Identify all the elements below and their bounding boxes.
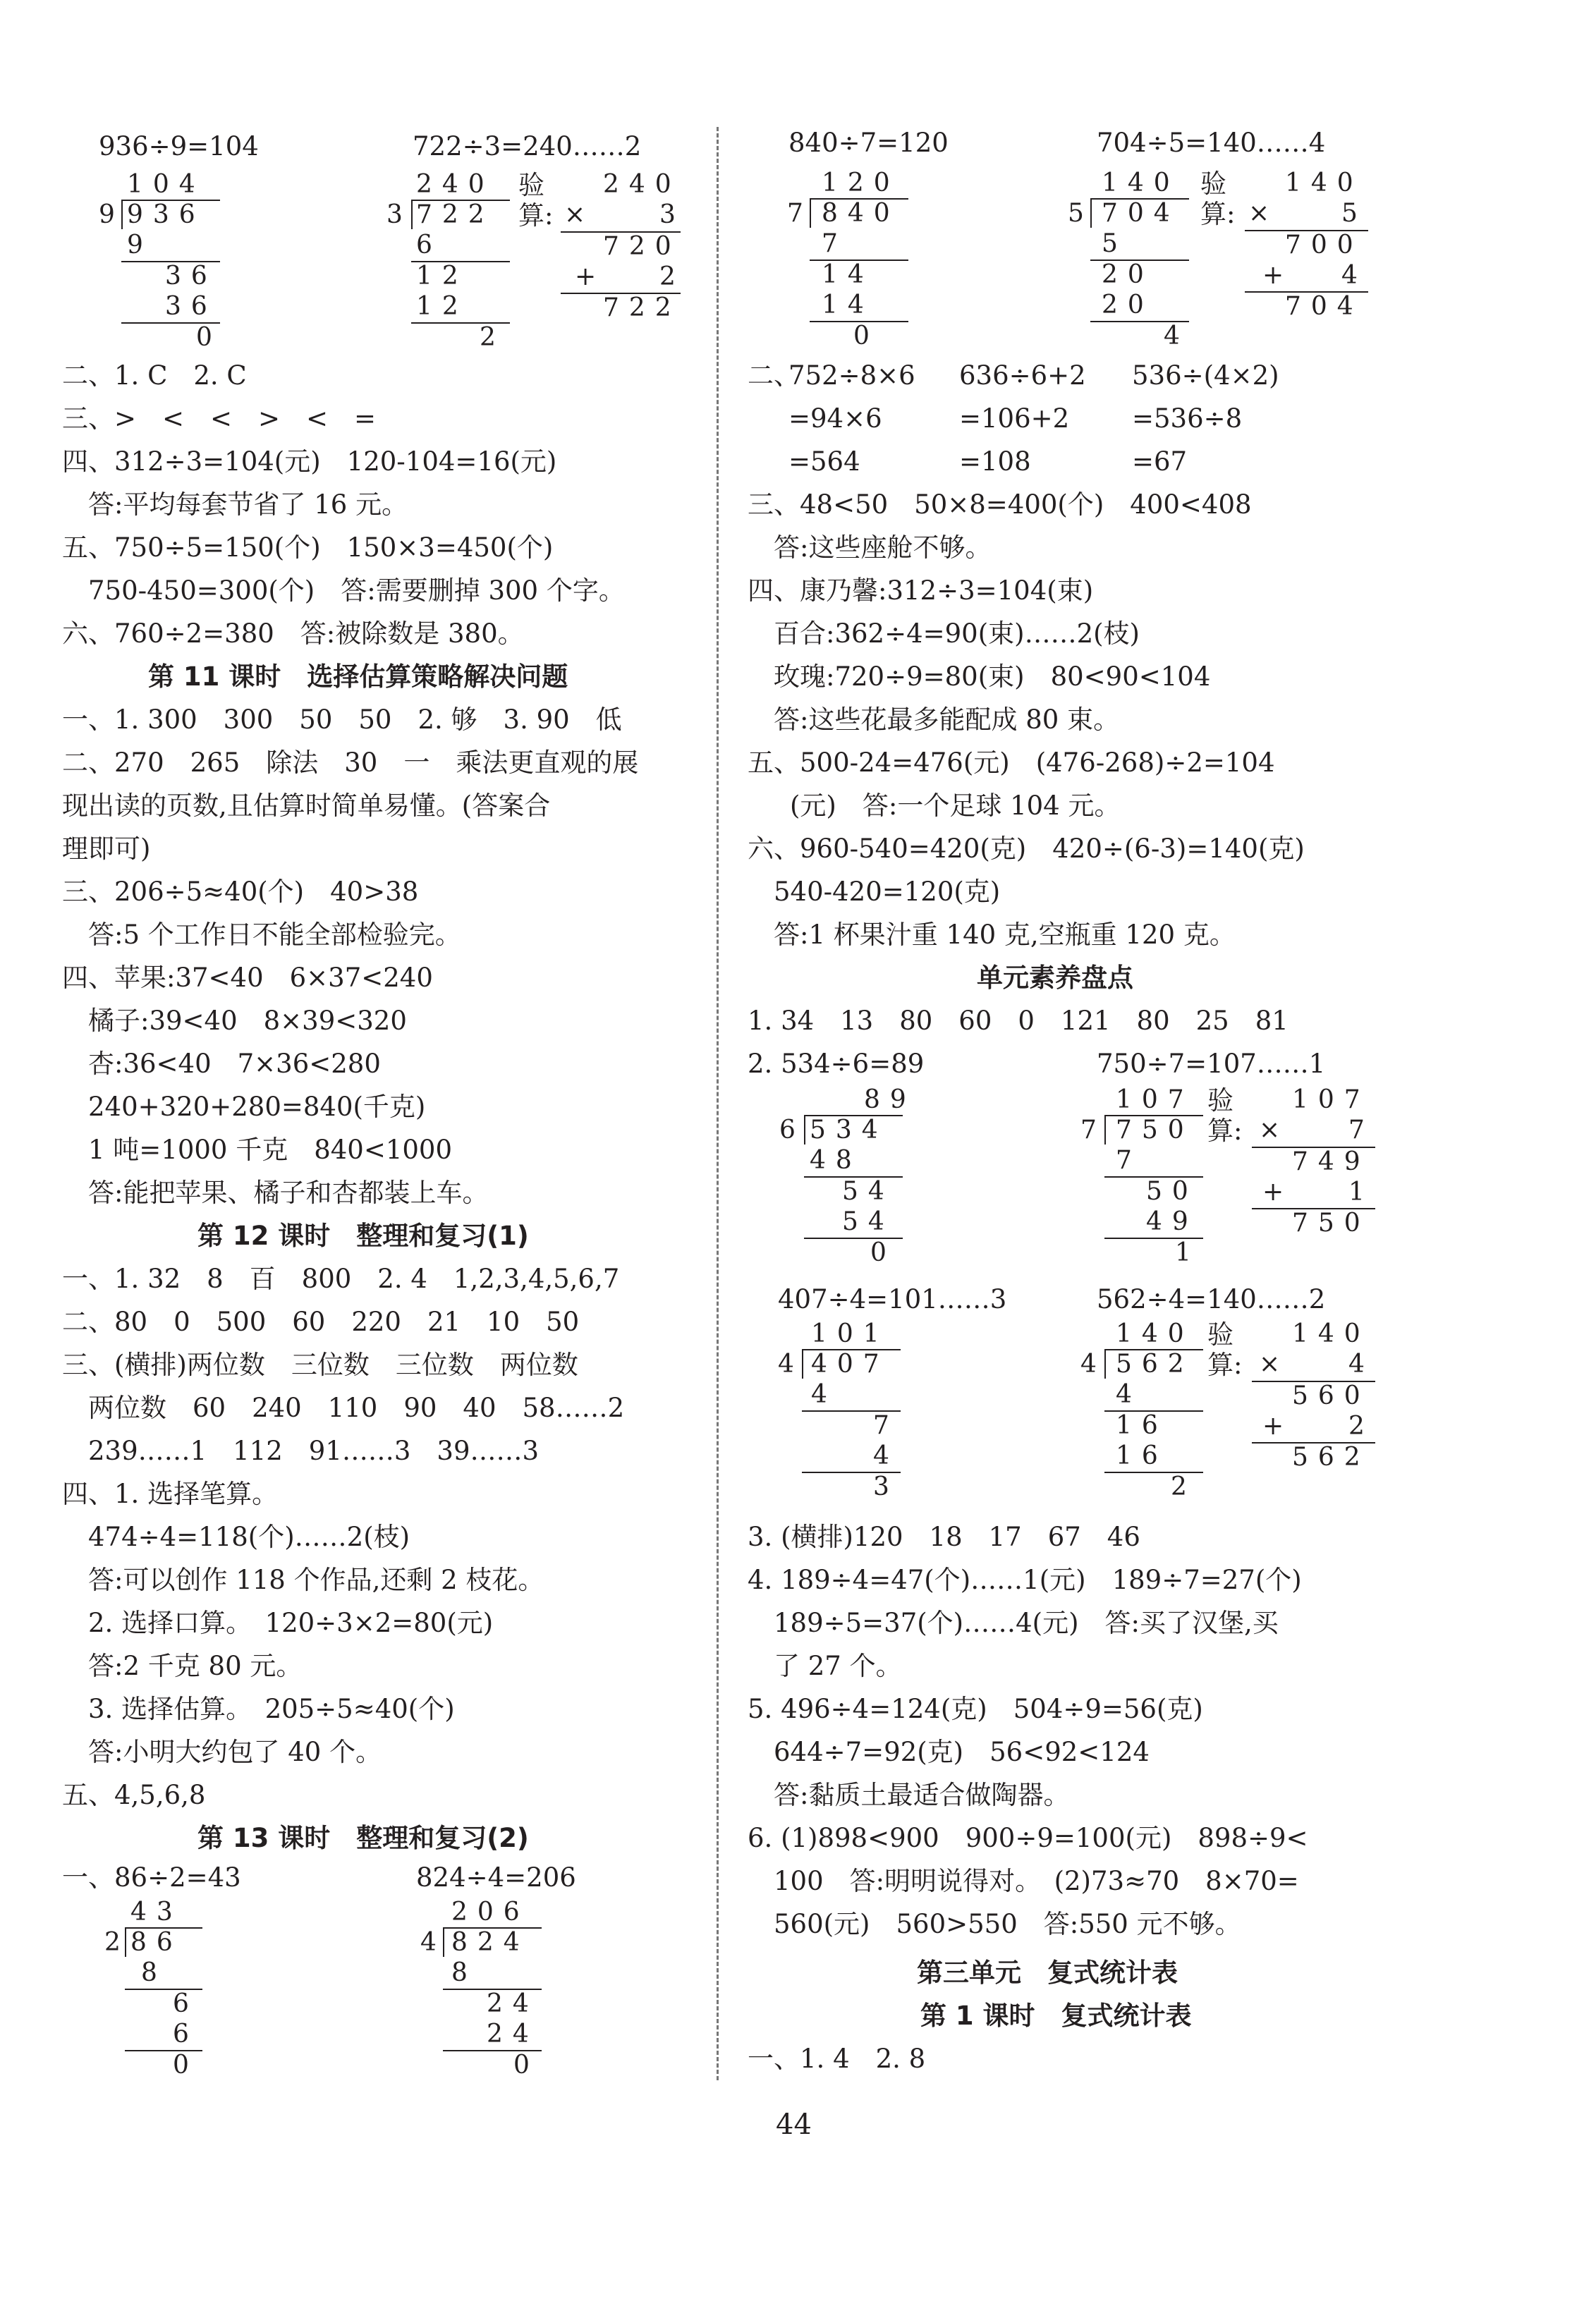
answer-line: 百合:362÷4=90(束)……2(枝) [748, 618, 1140, 649]
answer-line: 5. 496÷4=124(克) 504÷9=56(克) [748, 1694, 1203, 1724]
answer-line: 四、312÷3=104(元) 120-104=16(元) [62, 446, 557, 477]
answer-line: 一、1. 32 8 百 800 2. 4 1,2,3,4,5,6,7 [62, 1264, 620, 1294]
answer-line: 两位数 60 240 110 90 40 58……2 [62, 1393, 625, 1423]
answer-page: 936÷9=104 722÷3=240……2 104 9 936 9 36 36 0 240 3 722 6 12 12 2 验 算: 240 × 3 720 + 2 722 二、1. C 2. C 三、> < < > < = 四、312÷3=104(元) 120-104=16(元) 答:平均每套节省了 16 元。 五、750÷5=150(个) 150×3=450(个) 750-450=300(个) 答:需要删掉 300 个字。 六、760÷2=380 答:被除数是 380。 第 11 课时 选择估算策略解决问题 一、1. 300 300 50 50 2. 够 3. 90 低 二、270 265 除法 30 一 乘法更直观的展 现出读的页数,且估算时简单易懂。(答案合 理即可) 三、206÷5≈40(个) 40>38 答:5 个工作日不能全部检验完。 四、苹果:37<40 6×37<240 橘子:39<40 8×39<320 杏:36<40 7×36<280 240+320+280=840(千克) 1 吨=1000 千克 840<1000 答:能把苹果、橘子和杏都装上车。 第 12 课时 整理和复习(1) 一、1. 32 8 百 800 2. 4 1,2,3,4,5,6,7 二、80 0 500 60 220 21 10 50 三、(横排)两位数 三位数 三位数 两位数 两位数 60 240 110 90 40 58……2 239……1 112 91……3 39……3 四、1. 选择笔算。 474÷4=118(个)……2(枝) 答:可以创作 118 个作品,还剩 2 枝花。 2. 选择口算。 120÷3×2=80(元) 答:2 千克 80 元。 3. 选择估算。 205÷5≈40(个) 答:小明大约包了 40 个。 五、4,5,6,8 第 13 课时 整理和复习(2) 一、86÷2=43 824÷4=206 43 2 86 8 6 6 0 206 4 824 8 24 24 0 840÷7=120 704÷5=140……4 120 7 840 7 14 14 0 140 5 704 5 20 20 4 验 算: 140 × 5 700 + 4 704 二、 752÷8×6 =94×6 =564 636÷6+2 =106+2 =108 536÷(4×2) =536÷8 =67 三、48<50 50×8=400(个) 400<408 答:这些座舱不够。 四、康乃馨:312÷3=104(束) 百合:362÷4=90(束)……2(枝) 玫瑰:720÷9=80(束) 80<90<104 答:这些花最多能配成 80 束。 五、500-24=476(元) (476-268)÷2=104 (元) 答:一个足球 104 元。 六、960-540=420(克) 420÷(6-3)=140(克) 540-420=120(克) 答:1 杯果汁重 140 克,空瓶重 120 克。 单元素养盘点 1. 34 13 80 60 0 121 80 25 81 2. 534÷6=89 750÷7=107……1 89 6 534 48 54 54 0 107 7 750 7 50 49 1 验 算: 107 × 7 749 + 1 750 407÷4=101……3 562÷4=140……2 101 4 407 4 7 4 3 140 4 562 4 16 16 2 验 算: 140 × 4 560 + 2 562 3. (横排)120 18 17 67 46 4. 189÷4=47(个)……1(元) 189÷7=27(个) 189÷5=37(个)……4(元) 答:买了汉堡,买 了 27 个。 5. 496÷4=124(克) 504÷9=56(克) 644÷7=92(克) 56<92<124 答:黏质土最适合做陶器。 6. (1)898<900 900÷9=100(元) 898÷9< 100 答:明明说得对。 (2)73≈70 8×70= 560(元) 560>550 答:550 元不够。 第三单元 复式统计表 第 1 课时 复式统计表 一、1. 4 2. 8 44 [0, 0, 1596, 2301]
section-heading: 第 11 课时 选择估算策略解决问题 [148, 661, 568, 692]
answer-line: 答:能把苹果、橘子和杏都装上车。 [62, 1178, 489, 1208]
section-heading: 第 1 课时 复式统计表 [920, 2001, 1192, 2031]
column-divider [717, 127, 719, 2080]
answer-line: 杏:36<40 7×36<280 [62, 1049, 381, 1079]
answer-line-label: 二、 [748, 360, 800, 391]
answer-line: 答:这些座舱不够。 [748, 532, 992, 563]
answer-line: 474÷4=118(个)……2(枝) [62, 1522, 410, 1552]
equation: 840÷7=120 [788, 128, 949, 158]
answer-line: 100 答:明明说得对。 (2)73≈70 8×70= [748, 1866, 1299, 1896]
answer-line: 四、苹果:37<40 6×37<240 [62, 963, 433, 993]
calc-step: =94×6 [788, 403, 882, 434]
section-heading: 单元素养盘点 [977, 963, 1133, 993]
section-heading: 第 13 课时 整理和复习(2) [197, 1823, 529, 1853]
calc-step: =67 [1132, 446, 1188, 477]
answer-line: 239……1 112 91……3 39……3 [62, 1436, 540, 1466]
answer-line: 现出读的页数,且估算时简单易懂。(答案合 [62, 791, 551, 821]
answer-line: 560(元) 560>550 答:550 元不够。 [748, 1909, 1241, 1939]
answer-line: 了 27 个。 [748, 1651, 902, 1681]
answer-line: 三、(横排)两位数 三位数 三位数 两位数 [62, 1350, 578, 1380]
answer-line: 750-450=300(个) 答:需要删掉 300 个字。 [62, 575, 625, 606]
answer-line: (元) 答:一个足球 104 元。 [790, 791, 1121, 821]
answer-line: 六、760÷2=380 答:被除数是 380。 [62, 618, 524, 649]
answer-line: 540-420=120(克) [748, 877, 1001, 907]
unit-heading: 第三单元 复式统计表 [917, 1958, 1178, 1988]
answer-line: 4. 189÷4=47(个)……1(元) 189÷7=27(个) [748, 1565, 1302, 1595]
answer-line: 三、206÷5≈40(个) 40>38 [62, 877, 419, 907]
calc-step: =108 [959, 446, 1031, 477]
calc-step: =106+2 [959, 403, 1070, 434]
equation: 2. 534÷6=89 [748, 1049, 925, 1079]
answer-line: 三、> < < > < = [62, 403, 377, 434]
answer-line: 玫瑰:720÷9=80(束) 80<90<104 [748, 661, 1211, 692]
answer-line: 答:平均每套节省了 16 元。 [62, 489, 408, 520]
answer-line: 189÷5=37(个)……4(元) 答:买了汉堡,买 [748, 1608, 1279, 1638]
answer-line: 二、270 265 除法 30 一 乘法更直观的展 [62, 747, 639, 778]
equation: 750÷7=107……1 [1097, 1049, 1326, 1079]
answer-line: 三、48<50 50×8=400(个) 400<408 [748, 489, 1252, 520]
equation: 824÷4=206 [416, 1862, 576, 1893]
equation: 407÷4=101……3 [778, 1284, 1007, 1314]
answer-line: 二、80 0 500 60 220 21 10 50 [62, 1307, 580, 1337]
equation: 936÷9=104 [99, 131, 259, 161]
equation: 722÷3=240……2 [413, 131, 642, 161]
answer-line: 一、1. 4 2. 8 [748, 2044, 926, 2074]
calc-step: 752÷8×6 [788, 360, 915, 391]
calc-step: =564 [788, 446, 860, 477]
answer-line: 2. 选择口算。 120÷3×2=80(元) [62, 1608, 494, 1638]
answer-line: 答:可以创作 118 个作品,还剩 2 枝花。 [62, 1565, 544, 1595]
answer-line: 答:这些花最多能配成 80 束。 [748, 704, 1120, 735]
answer-line: 橘子:39<40 8×39<320 [62, 1006, 407, 1036]
calc-step: =536÷8 [1132, 403, 1243, 434]
answer-line: 644÷7=92(克) 56<92<124 [748, 1737, 1150, 1767]
section-heading: 第 12 课时 整理和复习(1) [197, 1221, 529, 1251]
answer-line: 答:黏质土最适合做陶器。 [748, 1780, 1070, 1810]
answer-line: 1 吨=1000 千克 840<1000 [62, 1135, 453, 1165]
answer-line: 1. 34 13 80 60 0 121 80 25 81 [748, 1006, 1289, 1036]
page-number: 44 [776, 2108, 812, 2141]
answer-line: 一、1. 300 300 50 50 2. 够 3. 90 低 [62, 704, 622, 735]
answer-line: 理即可) [62, 834, 151, 864]
equation: 一、86÷2=43 [62, 1862, 241, 1893]
equation: 562÷4=140……2 [1097, 1284, 1326, 1314]
answer-line: 3. (横排)120 18 17 67 46 [748, 1522, 1140, 1552]
answer-line: 五、4,5,6,8 [62, 1780, 206, 1810]
calc-step: 636÷6+2 [959, 360, 1086, 391]
answer-line: 答:1 杯果汁重 140 克,空瓶重 120 克。 [748, 920, 1236, 950]
answer-line: 四、康乃馨:312÷3=104(束) [748, 575, 1094, 606]
answer-line: 答:2 千克 80 元。 [62, 1651, 303, 1681]
answer-line: 五、750÷5=150(个) 150×3=450(个) [62, 532, 554, 563]
answer-line: 240+320+280=840(千克) [62, 1092, 426, 1122]
answer-line: 二、1. C 2. C [62, 360, 247, 391]
answer-line: 五、500-24=476(元) (476-268)÷2=104 [748, 747, 1275, 778]
answer-line: 6. (1)898<900 900÷9=100(元) 898÷9< [748, 1823, 1308, 1853]
answer-line: 四、1. 选择笔算。 [62, 1479, 279, 1509]
answer-line: 3. 选择估算。 205÷5≈40(个) [62, 1694, 455, 1724]
calc-step: 536÷(4×2) [1132, 360, 1279, 391]
answer-line: 答:小明大约包了 40 个。 [62, 1737, 382, 1767]
answer-line: 答:5 个工作日不能全部检验完。 [62, 920, 461, 950]
answer-line: 六、960-540=420(克) 420÷(6-3)=140(克) [748, 834, 1305, 864]
equation: 704÷5=140……4 [1097, 128, 1326, 158]
